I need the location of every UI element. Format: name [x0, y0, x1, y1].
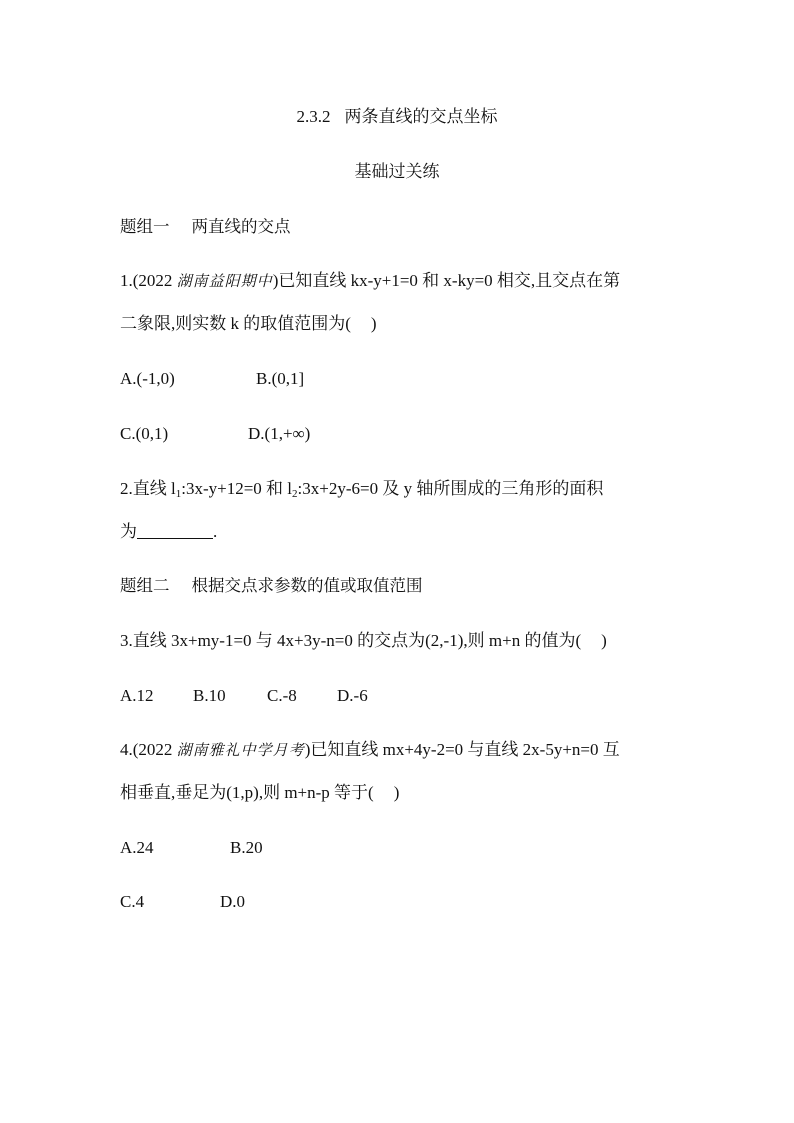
group-heading-1 — [120, 216, 291, 238]
option-a: A.24 — [120, 838, 154, 857]
question-3-options — [120, 685, 368, 707]
page-title — [0, 106, 794, 128]
option-d: D.-6 — [337, 686, 368, 705]
question-text: 为 — [120, 522, 137, 541]
option-a: A.(-1,0) — [120, 369, 175, 388]
question-source: 湖南益阳期中 — [176, 272, 273, 290]
option-d: D.(1,+∞) — [248, 424, 311, 443]
option-d: D.0 — [220, 892, 246, 911]
option-c: C.(0,1) — [120, 424, 169, 443]
option-b: B.10 — [193, 686, 226, 705]
option-b: B.20 — [230, 838, 263, 857]
question-1-line-1 — [120, 270, 620, 292]
group-label: 题组一 — [120, 217, 170, 236]
answer-paren-close: ) — [393, 783, 400, 802]
question-text: 2.直线 l — [120, 479, 176, 498]
question-text: 相垂直,垂足为(1,p),则 m+n-p 等于( — [120, 783, 374, 802]
question-number: 4.(2022 — [120, 740, 177, 759]
question-text: 3.直线 3x+my-1=0 与 4x+3y-n=0 的交点为(2,-1),则 m+n 的值为( — [120, 631, 582, 650]
question-text: :3x-y+12=0 和 l — [181, 479, 293, 498]
section-number: 2.3.2 — [296, 107, 331, 126]
question-text: )已知直线 mx+4y-2=0 与直线 2x-5y+n=0 互 — [304, 740, 620, 759]
answer-blank[interactable] — [137, 522, 213, 539]
section-title: 两条直线的交点坐标 — [344, 107, 498, 126]
question-number: 1.(2022 — [120, 271, 177, 290]
option-c: C.-8 — [267, 686, 297, 705]
option-c: C.4 — [120, 892, 145, 911]
question-text: :3x+2y-6=0 及 y 轴所围成的三角形的面积 — [297, 479, 604, 498]
question-text: )已知直线 kx-y+1=0 和 x-ky=0 相交,且交点在第 — [272, 271, 621, 290]
page-subtitle: 基础过关练 — [354, 162, 440, 181]
option-a: A.12 — [120, 686, 154, 705]
question-text: 二象限,则实数 k 的取值范围为( — [120, 314, 351, 333]
group-title: 两直线的交点 — [191, 217, 291, 236]
question-3-line-1 — [120, 630, 607, 652]
question-4-line-2 — [120, 782, 399, 804]
question-text: . — [213, 522, 218, 541]
answer-paren-close: ) — [370, 314, 377, 333]
question-2-line-2 — [120, 521, 217, 543]
group-title: 根据交点求参数的值或取值范围 — [191, 576, 423, 595]
subscript: 2 — [292, 488, 298, 500]
answer-paren-close: ) — [601, 631, 607, 650]
question-1-options-row-1 — [120, 368, 304, 390]
group-heading-2 — [120, 575, 423, 597]
question-4-options-row-1 — [120, 837, 263, 859]
group-label: 题组二 — [120, 576, 170, 595]
question-source: 湖南雅礼中学月考 — [176, 741, 305, 759]
question-1-line-2 — [120, 313, 377, 335]
subscript: 1 — [175, 488, 182, 500]
question-4-line-1 — [120, 739, 620, 761]
option-b: B.(0,1] — [256, 369, 305, 388]
question-1-options-row-2 — [120, 423, 310, 445]
question-2-line-1 — [120, 478, 603, 500]
question-4-options-row-2 — [120, 891, 245, 913]
